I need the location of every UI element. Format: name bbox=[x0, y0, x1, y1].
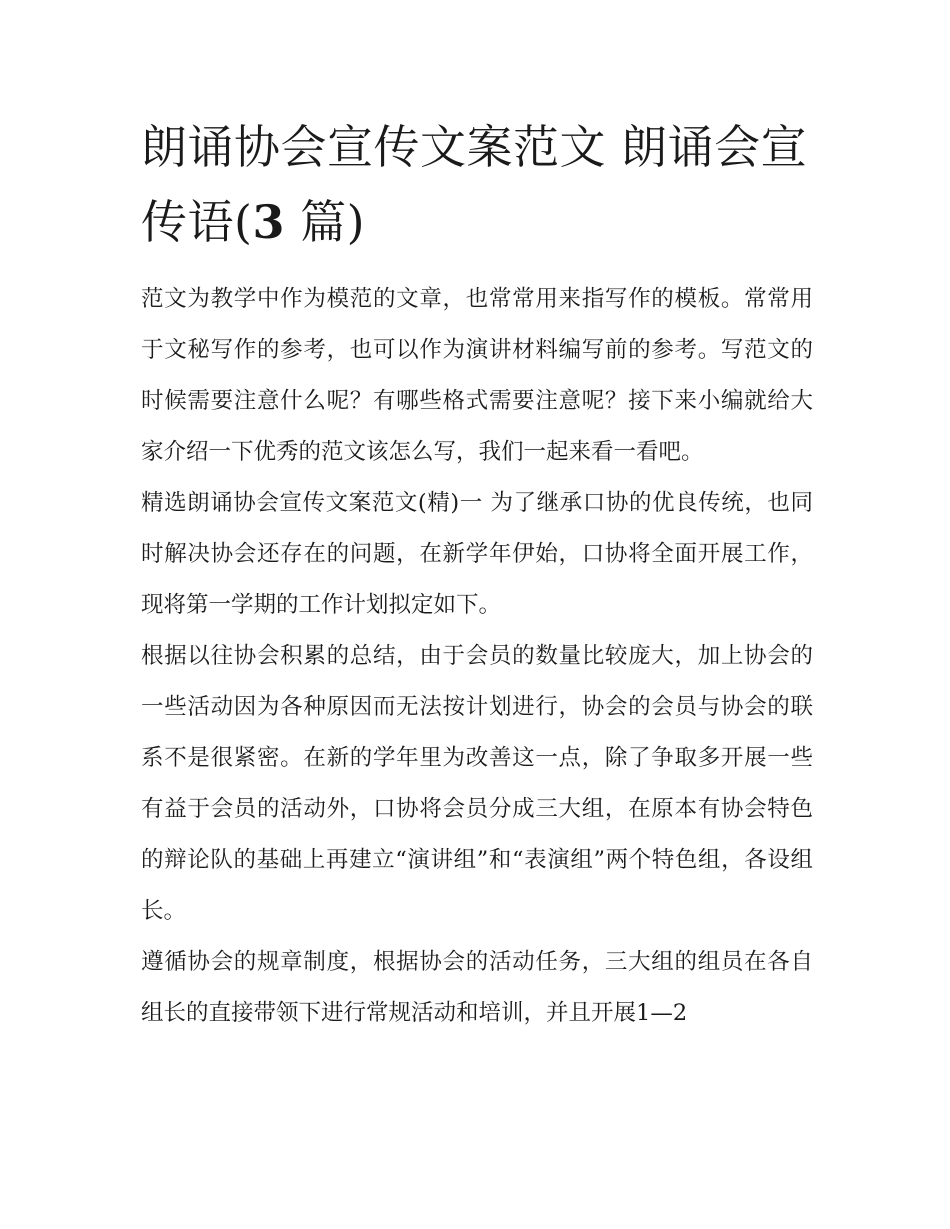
document-title bbox=[141, 110, 813, 260]
paragraph-groups: 遵循协会的规章制度，根据协会的活动任务，三大组的组员在各自组长的直接带领下进行常规活动和培训，并且开展1—2 bbox=[141, 949, 813, 1026]
paragraph-intro: 范文为教学中作为模范的文章，也常常用来指写作的模板。常常用于文秘写作的参考，也可以作为演讲材料编写前的参考。写范文的时候需要注意什么呢？有哪些格式需要注意呢？接下来小编就给大家介绍一下优秀的范文该怎么写，我们一起来看一看吧。 bbox=[141, 286, 813, 465]
document-body bbox=[141, 110, 813, 1039]
title-text: 朗诵协会宣传文案范文 朗诵会宣传语( bbox=[141, 120, 808, 249]
paragraph-selected-intro: 精选朗诵协会宣传文案范文(精)一 为了继承口协的优良传统，也同时解决协会还存在的问题，在新学年伊始，口协将全面开展工作，现将第一学期的工作计划拟定如下。 bbox=[141, 490, 813, 618]
title-suffix: 篇) bbox=[284, 195, 366, 249]
title-count: 3 bbox=[252, 195, 285, 249]
paragraph-background: 根据以往协会积累的总结，由于会员的数量比较庞大，加上协会的一些活动因为各种原因而无法按计划进行，协会的会员与协会的联系不是很紧密。在新的学年里为改善这一点，除了争取多开展一些有益于会员的活动外，口协将会员分成三大组，在原本有协会特色的辩论队的基础上再建立“演讲组”和“表演组”两个特色组，各设组长。 bbox=[141, 643, 813, 924]
